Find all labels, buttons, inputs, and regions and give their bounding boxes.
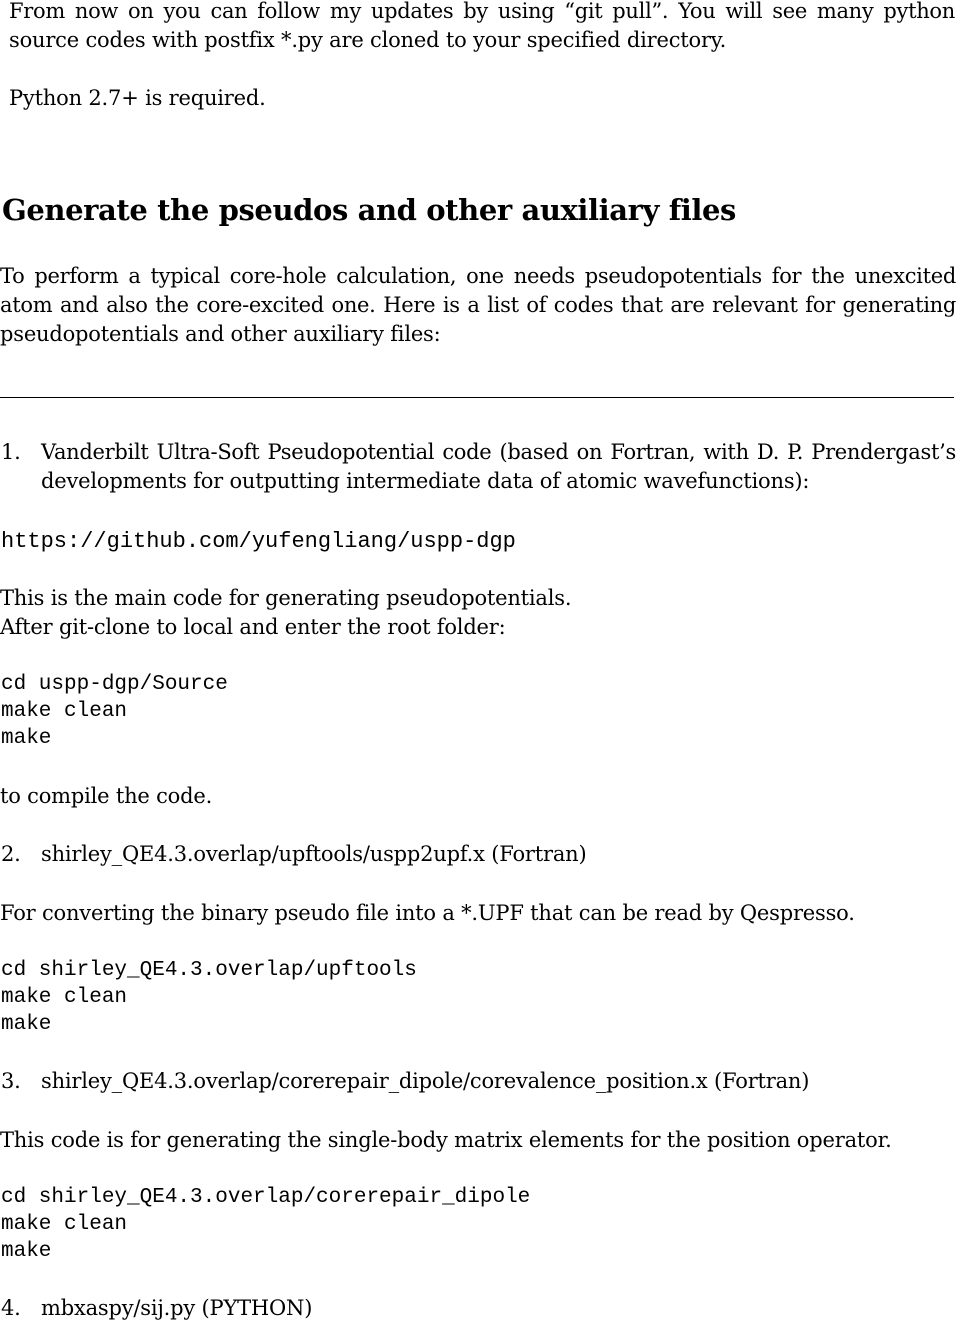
item-3-cmd-1: cd shirley_QE4.3.overlap/corerepair_dipole [1, 1186, 531, 1209]
item-2-cmd-1: cd shirley_QE4.3.overlap/upftools [1, 959, 417, 982]
intro-line-1: From now on you can follow my updates by using “git pull”. You will see many python [9, 0, 955, 23]
item-4-title: mbxaspy/sij.py (PYTHON) [41, 1296, 313, 1320]
item-1-desc-line-1: This is the main code for generating pseudopotentials. [0, 586, 572, 610]
horizontal-rule [0, 397, 954, 398]
item-2-cmd-2: make clean [1, 986, 128, 1009]
item-2-desc: For converting the binary pseudo file into a *.UPF that can be read by Qespresso. [0, 901, 855, 925]
item-1-number: 1. [1, 440, 21, 464]
section-para-line-1: To perform a typical core-hole calculation, one needs pseudopotentials for the unexcited [0, 264, 956, 288]
item-1-desc-line-2: After git-clone to local and enter the root folder: [0, 615, 506, 639]
item-3-cmd-3: make [1, 1240, 52, 1263]
section-para-line-2: atom and also the core-excited one. Here is a list of codes that are relevant for generating [0, 293, 956, 317]
section-para-line-3: pseudopotentials and other auxiliary files: [0, 322, 441, 346]
item-1-title-line-2: developments for outputting intermediate data of atomic wavefunctions): [41, 469, 810, 493]
item-2-title: shirley_QE4.3.overlap/upftools/uspp2upf.x (Fortran) [41, 842, 587, 866]
item-1-cmd-1: cd uspp-dgp/Source [1, 673, 228, 696]
item-3-number: 3. [1, 1069, 21, 1093]
intro-line-2: source codes with postfix *.py are cloned to your specified directory. [9, 28, 727, 52]
item-3-desc: This code is for generating the single-body matrix elements for the position operator. [0, 1128, 892, 1152]
item-2-cmd-3: make [1, 1013, 52, 1036]
item-1-after: to compile the code. [0, 784, 213, 808]
item-4-number: 4. [1, 1296, 21, 1320]
item-3-cmd-2: make clean [1, 1213, 128, 1236]
item-2-number: 2. [1, 842, 21, 866]
item-3-title: shirley_QE4.3.overlap/corerepair_dipole/corevalence_position.x (Fortran) [41, 1069, 810, 1093]
python-requirement: Python 2.7+ is required. [9, 86, 266, 110]
uspp-dgp-link[interactable]: https://github.com/yufengliang/uspp-dgp [1, 529, 516, 554]
item-1-cmd-2: make clean [1, 700, 128, 723]
item-1-title-line-1: Vanderbilt Ultra-Soft Pseudopotential code (based on Fortran, with D. P. Prendergast’s [41, 440, 956, 464]
item-1-cmd-3: make [1, 727, 52, 750]
section-heading: Generate the pseudos and other auxiliary files [2, 193, 736, 227]
